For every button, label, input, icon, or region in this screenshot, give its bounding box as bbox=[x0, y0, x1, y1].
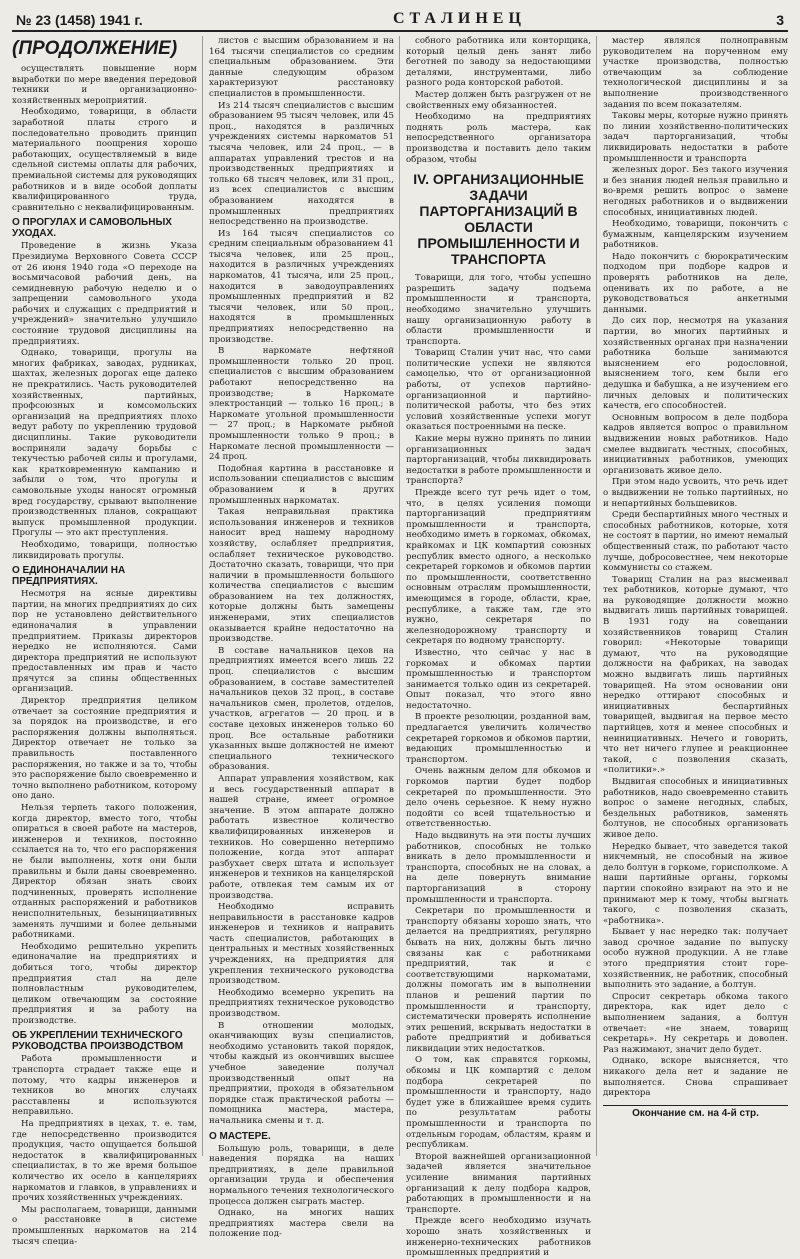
paragraph: Выдвигая способных и инициативных работников, надо своевременно ставить вопрос о замене негодных, слабых, бездельных работников, заменять болтунов, не способных организовать живое дело. bbox=[603, 776, 788, 840]
paragraph: Надо выдвинуть на эти посты лучших работников, способных не только вникать в дело промышленности и транспорта, способных не на словах, а на деле повернуть внимание парторганизаций в сторону промышленности и транспорта. bbox=[406, 831, 591, 905]
paragraph: Товарищи, для того, чтобы успешно разрешить задачу подъема промышленности и транспорта, необходимо значительно улучшить нашу организационную работу в области промышленности и транспорта. bbox=[406, 273, 591, 347]
paragraph: Несмотря на ясные директивы партии, на многих предприятиях до сих пор не установлено действительного единоначалия в управлении предприятием. Приказы директоров нередко не исполняются. Сами директора предприятий не используют предоставленных им прав и часто прячутся за спины общественных организаций. bbox=[12, 589, 197, 695]
continuation-note: Окончание см. на 4-й стр. bbox=[603, 1105, 788, 1120]
issue-number: № 23 (1458) 1941 г. bbox=[16, 12, 143, 28]
paragraph: Необходимо, товарищи, покончить с бумажным, канцелярским изучением работников. bbox=[603, 219, 788, 251]
paragraph: Работа промышленности и транспорта страдает также еще и потому, что кадры инженеров и техников во многих случаях расставлены и используются неправильно. bbox=[12, 1054, 197, 1118]
paragraph: Большую роль, товарищи, в деле наведения порядка на наших предприятиях, в деле правильной организации труда и обеспечения нормального течения технологического процесса должен сыграть мастер. bbox=[209, 1143, 394, 1207]
paragraph: Очень важным делом для обкомов и горкомов партии будет подбор секретарей по промышленности. Это дело очень серьезное. К нему нужно подойти со всей тщательностью и ответственностью. bbox=[406, 766, 591, 830]
masthead bbox=[12, 6, 788, 32]
paragraph: мастер являлся полноправным руководителем на порученном ему участке производства, полностью отвечающим за соблюдение технологической дисциплины и за выполнение производственного задания по всем показателям. bbox=[603, 36, 788, 110]
paragraph: Необходимо решительно укрепить единоначалие на предприятиях и добиться того, чтобы директор предприятия стал на деле полновластным руководителем, целиком отвечающим за состояние предприятия и за работу на производстве. bbox=[12, 941, 197, 1026]
paragraph: Необходимо, товарищи, полностью ликвидировать прогулы. bbox=[12, 539, 197, 561]
paragraph: В составе начальников цехов на предприятиях имеется всего лишь 22 проц. специалистов с высшим образованием, в составе заместителей начальников цехов 32 проц., в составе начальников смен, пролетов, отделов, участков, агрегатов — 20 проц. и в составе цеховых инженеров только 60 проц. Все остальные работники указанных выше должностей не имеют специального технического образования. bbox=[209, 645, 394, 773]
section-heading: О ПРОГУЛАХ И САМОВОЛЬНЫХ УХОДАХ. bbox=[12, 217, 172, 240]
paragraph: Такая неправильная практика использования инженеров и техников наносит вред нашему народному хозяйству, ослабляет предприятия, ослабляет техническое руководство. Достаточно сказать, товарищи, что при наличии в промышленности большого количества специалистов с высшим образованием на тех должностях, которые должны быть замещены инженерами, этих специалистов оказывается крайне недостаточно на производстве. bbox=[209, 507, 394, 645]
paragraph: Товарищ Сталин учит нас, что сами политические успехи не являются самоцелью, что от организационной работы, от успехов партийно-организационной и партийно-политической работы, что без этих условий хозяйственные успехи могут оказаться построенными на песке. bbox=[406, 348, 591, 433]
paragraph: Необходимо на предприятиях поднять роль мастера, как непосредственного организатора производства и поставить дело таким образом, чтобы bbox=[406, 112, 591, 165]
paragraph: железных дорог. Без такого изучения и без знания людей нельзя правильно и во-время решить вопрос о замене негодных работников и о выдвижении способных, инициативных людей. bbox=[603, 165, 788, 218]
section-heading: О ЕДИНОНАЧАЛИИ НА ПРЕДПРИЯТИЯХ. bbox=[12, 565, 126, 588]
paragraph: Надо покончить с бюрократическим подходом при подборе кадров и проверять работников на деле, оценивать их по работе, а не руководствоваться анкетными данными. bbox=[603, 251, 788, 315]
paragraph: собного работника или конторщика, который целый день занят либо беготней по заводу за недостающими деталями, инструментами, либо разного рода конторской работой. bbox=[406, 36, 591, 89]
chapter-heading: IV. ОРГАНИЗАЦИОННЫЕ ЗАДАЧИ ПАРТОРГАНИЗАЦИЙ В ОБЛАСТИ ПРОМЫШЛЕННОСТИ И ТРАНСПОРТА bbox=[413, 171, 584, 268]
paragraph: Нередко бывает, что заведется такой никчемный, не способный на живое дело болтун в горкоме, горисполкоме. А наши партийные органы, горкомы партии спокойно взирают на это и не принимают мер к тому, чтобы выгнать такого, с позволения сказать, «работника». bbox=[603, 841, 788, 926]
paragraph: Однако, на многих наших предприятиях мастера свели на положение под- bbox=[209, 1208, 394, 1240]
paragraph: Таковы меры, которые нужно принять по линии хозяйственно-политических задач парторганизаций, чтобы ликвидировать недостатки в работе промышленности и транспорта bbox=[603, 111, 788, 164]
paragraph: О том, как справятся горкомы, обкомы и ЦК компартий с делом подбора секретарей по промышленности и транспорту, надо будет уже в ближайшее время судить по результатам работы промышленности и транспорта по отдельным городам, областям, краям и республикам. bbox=[406, 1055, 591, 1151]
newspaper-title: СТАЛИНЕЦ bbox=[392, 10, 526, 27]
paragraph: Проведение в жизнь Указа Президиума Верховного Совета СССР от 26 июня 1940 года «О переходе на восьмичасовой рабочий день, на семидневную рабочую неделю и о запрещении самовольного ухода рабочих и служащих с предприятий и учреждений» значительно улучшило состояние трудовой дисциплины на предприятиях. bbox=[12, 241, 197, 347]
paragraph: Какие меры нужно принять по линии организационных задач парторганизаций, чтобы ликвидировать недостатки в работе промышленности и транспорта? bbox=[406, 434, 591, 487]
paragraph: Необходимо всемерно укрепить на предприятиях техническое руководство производством. bbox=[209, 987, 394, 1020]
paragraph: Однако, вскоре выясняется, что никакого дела нет и задание не выполняется. Снова спрашивает директора bbox=[603, 1056, 788, 1099]
column-3 bbox=[406, 36, 597, 1259]
paragraph: До сих пор, несмотря на указания партии, во многих партийных и хозяйственных органах при назначении работника больше занимаются выяснением его родословной, выяснением того, кем были его дедушка и бабушка, а не изучением его личных деловых и политических качеств, его способностей. bbox=[603, 316, 788, 412]
section-heading: ОБ УКРЕПЛЕНИИ ТЕХНИЧЕСКОГО РУКОВОДСТВА ПРОИЗВОДСТВОМ bbox=[12, 1030, 184, 1053]
paragraph: Однако, товарищи, прогулы на многих фабриках, заводах, рудниках, шахтах, железных дорогах еще далеко не прекратились. Часть руководителей хозяйственных, партийных, профсоюзных и комсомольских организаций на предприятиях плохо ведут работу по укреплению трудовой дисциплины. Такие руководители восприняли задачу борьбы с текучестью рабочей силы и прогулами, как кратковременную кампанию и забыли о том, что прогулы и самовольные уходы наносят огромный вред государству, срывают выполнение производственных планов, сокращают выпуск промышленной продукции. Прогулы — это акт преступления. bbox=[12, 348, 197, 539]
paragraph: В наркомате нефтяной промышленности только 20 проц. специалистов с высшим образованием работают непосредственно на производстве; в Наркомате электростанций — только 16 проц.; в Наркомате угольной промышленности — 27 проц.; в Наркомате рыбной промышленности только 9 проц.; в Наркомате лесной промышленности — 24 проц. bbox=[209, 346, 394, 463]
column-1 bbox=[12, 36, 203, 1247]
section-heading: О МАСТЕРЕ. bbox=[209, 1130, 271, 1142]
paragraph: Секретари по промышленности и транспорту обязаны хорошо знать, что делается на предприятиях, регулярно бывать на них, должны быть лично связаны как с работниками предприятий, так и с соответствующими наркоматами, должны помогать им в выполнении планов и решений партии по промышленности и транспорту, систематически проверять исполнение этих решений, вскрывать недостатки в работе предприятий и добиваться ликвидации этих недостатков. bbox=[406, 906, 591, 1054]
page-number: 3 bbox=[776, 12, 784, 28]
paragraph: В отношении молодых, оканчивающих вузы специалистов, необходимо установить такой порядок, чтобы каждый из окончивших высшее учебное заведение получал производственный опыт на предприятии, проходя в обязательном порядке стаж практической работы — помощника мастера, мастера, начальника смены и т. д. bbox=[209, 1020, 394, 1126]
paragraph: Аппарат управления хозяйством, как и весь государственный аппарат в нашей стране, имеет огромное значение. В этом аппарате должно работать известное количество квалифицированных инженеров и техников. Но совершенно нетерпимо положение, когда этот аппарат разбухает сверх штата и использует инженеров и техников на канцелярской работе, отвлекая тем самым их от производства. bbox=[209, 773, 394, 901]
paragraph: Мы располагаем, товарищи, данными о расстановке в системе промышленных наркоматов на 214 тысяч специа- bbox=[12, 1204, 197, 1247]
column-2 bbox=[209, 36, 400, 1240]
paragraph: В проекте резолюции, розданной вам, предлагается увеличить количество секретарей горкомов и обкомов партии, ведающих промышленностью и транспортом. bbox=[406, 712, 591, 765]
paragraph: Нельзя терпеть такого положения, когда директор, вместо того, чтобы опираться в своей работе на мастеров, инженеров и техников, постоянно ссылается на то, что его распоряжения не были выполнены, хотя они были правильны и были даны своевременно. Директор обязан знать своих подчиненных, проверять исполнение отданных распоряжений и работников неисполнительных, безынициативных заменять лучшими и более дельными работниками. bbox=[12, 803, 197, 941]
paragraph: Прежде всего тут речь идет о том, что, в целях усиления помощи парторганизаций предприятиям промышленности и транспорта, необходимо иметь в горкомах, обкомах, крайкомах и ЦК компартий союзных республик вместо одного, а несколько секретарей горкомов и обкомов партии по промышленности, соответственно основным отраслям промышленности, имеющимся в городе, области, крае, республике, а также там, где это нужно, секретаря по железнодорожному транспорту и секретаря по водному транспорту. bbox=[406, 488, 591, 647]
continuation-heading: (ПРОДОЛЖЕНИЕ) bbox=[12, 38, 178, 59]
paragraph: Директор предприятия целиком отвечает за состояние предприятия и за порядок на производстве, и его распоряжения должны выполняться. Директор отвечает не только за правильность поставленного распоряжения, но также и за то, чтобы это распоряжение было своевременно и точно выполнено работником, которому оно дано. bbox=[12, 696, 197, 802]
paragraph: Среди беспартийных много честных и способных работников, которые, хотя не состоят в партии, но имеют немалый общественный стаж, по работают часто лучше, добросовестнее, чем некоторые коммунисты со стажем. bbox=[603, 510, 788, 574]
paragraph: Товарищ Сталин на раз высмеивал тех работников, которые думают, что на руководящие должности можно выдвигать лишь партийных товарищей. В 1931 году на совещании хозяйственников товарищ Сталин говорил: «Некоторые товарищи думают, что на руководящие должности на фабриках, на заводах можно выдвигать лишь партийных товарищей. На этом основании они нередко оттирают способных и инициативных беспартийных товарищей, выдвигая на первое место партийцев, хотя и менее способных и неинициативных. Нечего и говорить, что нет ничего глупее и реакционнее такой, с позволения сказать, «политики».» bbox=[603, 574, 788, 776]
paragraph: На предприятиях в цехах, т. е. там, где непосредственно производится продукция, часто ощущается большой недостаток в квалифицированных специалистах, в то же время большое количество их осело в канцеляриях наркоматов и главков, в управлениях и прочих хозяйственных учреждениях. bbox=[12, 1119, 197, 1204]
paragraph: Прежде всего необходимо изучать хорошо знать хозяйственных и инженерно-технических работников промышленных предприятий и bbox=[406, 1216, 591, 1259]
paragraph: Основным вопросом в деле подбора кадров является вопрос о правильном выдвижении новых работников. Надо смелее выдвигать честных, способных, инициативных работников, умеющих организовать живое дело. bbox=[603, 412, 788, 476]
paragraph: При этом надо усвоить, что речь идет о выдвижении не только партийных, но и непартийных большевиков. bbox=[603, 477, 788, 509]
paragraph: Из 214 тысяч специалистов с высшим образованием 95 тысяч человек, или 45 проц., находятся в различных учреждениях системы наркоматов 51 тысяча человек, или 24 проц., — в аппаратах управлений трестов и на производственных предприятиях и только 68 тысяч человек, или 31 проц., из всех специалистов с высшим образованием находятся в промышленных предприятиях непосредственно на производстве. bbox=[209, 100, 394, 228]
article-columns bbox=[12, 36, 788, 1259]
paragraph: Второй важнейшей организационной задачей является значительное усиление внимания партийных организаций к делу подбора кадров, работающих в промышленности и на транспорте. bbox=[406, 1151, 591, 1215]
paragraph: Необходимо, товарищи, в области заработной платы строго и последовательно проводить принцип материального поощрения хорошо работающих, осуществляемый в виде сдельной системы оплаты для рабочих, премиальной системы для руководящих работников и в виде особой доплаты квалифицированного труда, сравнительно с неквалифицированным. bbox=[12, 107, 197, 213]
paragraph: Спросит секретарь обкома такого директора, как идет дело с выполнением задания, а болтун отвечает: «не знаем, товарищ секретарь». Ну секретарь и доволен. Раз нажимают, значит дело будет. bbox=[603, 991, 788, 1055]
paragraph: Из 164 тысяч специалистов со средним специальным образованием 41 тысяча человек, или 25 проц., находится в различных учреждениях наркоматов, 41 тысяча, или 25 проц., находится в заводоуправлениях промышленных предприятий и 82 тысячи человек, или 50 проц., находятся в промышленных предприятиях непосредственно на производстве. bbox=[209, 228, 394, 345]
paragraph: листов с высшим образованием и на 164 тысячи специалистов со средним специальным образованием. Эти данные следующим образом характеризуют расстановку специалистов в промышленности. bbox=[209, 36, 394, 99]
paragraph: Подобная картина в расстановке и использовании специалистов с высшим образованием и в других промышленных наркоматах. bbox=[209, 463, 394, 506]
column-4 bbox=[603, 36, 788, 1156]
paragraph: осуществлять повышение норм выработки по мере введения передовой техники и организационно-хозяйственных мероприятий. bbox=[12, 64, 197, 106]
paragraph: Известно, что сейчас у нас в горкомах и обкомах партии промышленностью и транспортом занимается только один из секретарей. Опыт показал, что этого явно недостаточно. bbox=[406, 647, 591, 711]
paragraph: Необходимо исправить неправильности в расстановке кадров инженеров и техников и направить часть специалистов, работающих в центральных и местных хозяйственных учреждениях, на предприятия для укрепления технического руководства производством. bbox=[209, 902, 394, 987]
paragraph: Мастер должен быть разгружен от не свойственных ему обязанностей. bbox=[406, 89, 591, 111]
paragraph: Бывает у нас нередко так: получает завод срочное задание по выпуску особо нужной продукции. А не главе этого предприятия стоит горе-хозяйственник, не работник, способный выполнить это задание, а болтун. bbox=[603, 927, 788, 991]
